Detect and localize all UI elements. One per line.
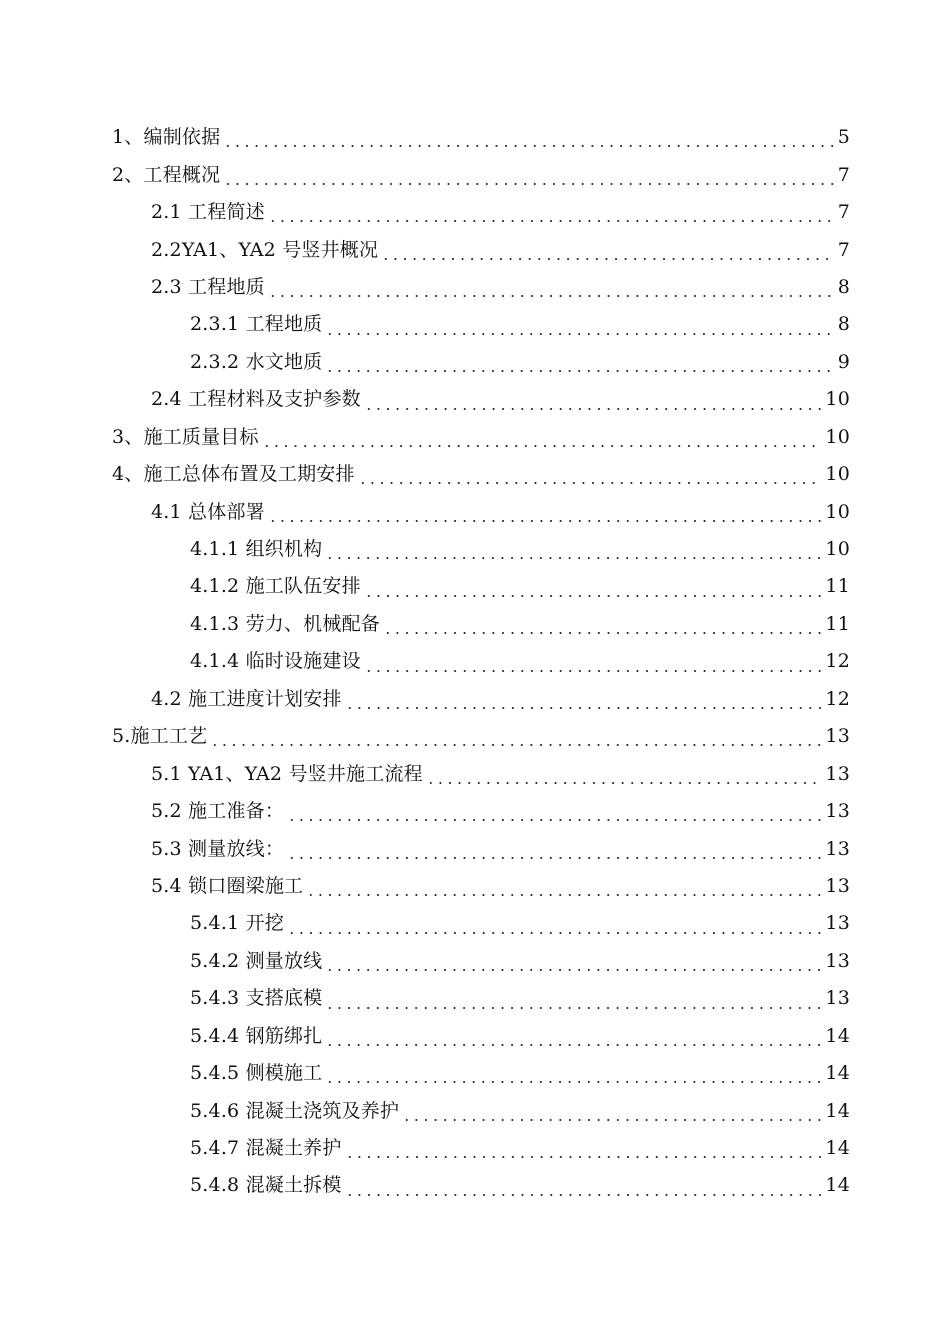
toc-entry[interactable] — [0, 606, 950, 643]
toc-entry-title: 5.4 锁口圈梁施工 — [151, 874, 304, 897]
toc-entry[interactable] — [0, 568, 950, 605]
toc-entry[interactable] — [0, 1092, 950, 1129]
toc-page-number: 7 — [837, 238, 850, 261]
toc-entry-title: 5.4.7 混凝土养护 — [190, 1137, 342, 1160]
toc-dot-leader — [364, 579, 823, 606]
toc-entry-title: 5.4.1 开挖 — [190, 912, 284, 935]
toc-entry-title: 4.1.1 组织机构 — [190, 538, 323, 561]
toc-page-number: 14 — [825, 1062, 850, 1085]
toc-entry[interactable] — [0, 755, 950, 792]
toc-page-number: 11 — [825, 575, 850, 598]
toc-page-number: 9 — [837, 350, 850, 373]
toc-entry-title: 1、编制依据 — [112, 126, 221, 149]
toc-entry-title: 5.施工工艺 — [112, 725, 208, 748]
toc-page-number: 14 — [825, 1099, 850, 1122]
toc-dot-leader — [268, 504, 823, 531]
toc-entry[interactable] — [0, 381, 950, 418]
toc-entry-title: 5.1 YA1、YA2 号竖井施工流程 — [151, 762, 423, 785]
toc-dot-leader — [210, 728, 822, 755]
toc-page-number: 13 — [825, 874, 850, 897]
toc-dot-leader — [381, 242, 834, 269]
toc-entry[interactable] — [0, 905, 950, 942]
toc-entry-title: 2.3.2 水文地质 — [190, 350, 323, 373]
toc-entry[interactable] — [0, 306, 950, 343]
toc-page-number: 12 — [825, 650, 850, 673]
toc-dot-leader — [325, 991, 822, 1018]
toc-entry-title: 5.4.5 侧模施工 — [190, 1062, 323, 1085]
toc-entry-title: 3、施工质量目标 — [112, 425, 259, 448]
toc-entry[interactable] — [0, 156, 950, 193]
toc-entry-title: 2.1 工程简述 — [151, 201, 265, 224]
toc-page-number: 10 — [825, 388, 850, 411]
toc-dot-leader — [306, 878, 822, 905]
toc-dot-leader — [287, 841, 822, 868]
toc-page-number: 13 — [825, 725, 850, 748]
toc-entry-title: 5.4.6 混凝土浇筑及养护 — [190, 1099, 400, 1122]
toc-dot-leader — [223, 129, 834, 156]
toc-entry[interactable] — [0, 344, 950, 381]
toc-page-number: 13 — [825, 987, 850, 1010]
toc-entry[interactable] — [0, 269, 950, 306]
toc-entry-title: 4.1.3 劳力、机械配备 — [190, 612, 380, 635]
toc-entry[interactable] — [0, 681, 950, 718]
toc-page-number: 7 — [837, 163, 850, 186]
toc-entry-title: 2.3 工程地质 — [151, 275, 265, 298]
toc-entry-title: 5.4.2 测量放线 — [190, 949, 323, 972]
toc-entry[interactable] — [0, 194, 950, 231]
toc-dot-leader — [325, 541, 822, 568]
toc-page-number: 10 — [825, 425, 850, 448]
toc-entry-title: 4、施工总体布置及工期安排 — [112, 463, 355, 486]
toc-page-number: 11 — [825, 612, 850, 635]
toc-dot-leader — [325, 953, 822, 980]
toc-entry-title: 2.2YA1、YA2 号竖井概况 — [151, 238, 379, 261]
toc-dot-leader — [325, 1065, 822, 1092]
toc-entry[interactable] — [0, 943, 950, 980]
toc-dot-leader — [325, 354, 834, 381]
toc-entry[interactable] — [0, 456, 950, 493]
toc-page-number: 10 — [825, 500, 850, 523]
toc-dot-leader — [325, 317, 834, 344]
toc-entry[interactable] — [0, 231, 950, 268]
toc-page-number: 14 — [825, 1137, 850, 1160]
toc-page-number: 13 — [825, 837, 850, 860]
toc-page-number: 8 — [837, 313, 850, 336]
toc-page-number: 13 — [825, 912, 850, 935]
toc-entry-title: 2.3.1 工程地质 — [190, 313, 323, 336]
toc-dot-leader — [383, 616, 822, 643]
toc-page-number: 10 — [825, 538, 850, 561]
toc-dot-leader — [262, 429, 823, 456]
toc-dot-leader — [268, 279, 835, 306]
toc-dot-leader — [345, 1140, 823, 1167]
toc-dot-leader — [358, 466, 823, 493]
toc-dot-leader — [287, 916, 822, 943]
toc-entry-title: 5.4.8 混凝土拆模 — [190, 1174, 342, 1197]
toc-entry[interactable] — [0, 980, 950, 1017]
toc-dot-leader — [364, 654, 823, 681]
table-of-contents — [0, 119, 950, 1205]
toc-dot-leader — [268, 204, 835, 231]
toc-page-number: 13 — [825, 762, 850, 785]
toc-entry-title: 4.1.2 施工队伍安排 — [190, 575, 361, 598]
toc-entry[interactable] — [0, 419, 950, 456]
toc-dot-leader — [364, 392, 823, 419]
toc-entry[interactable] — [0, 718, 950, 755]
toc-entry[interactable] — [0, 119, 950, 156]
toc-page-number: 5 — [837, 126, 850, 149]
toc-entry[interactable] — [0, 868, 950, 905]
toc-dot-leader — [287, 803, 822, 830]
toc-dot-leader — [402, 1103, 822, 1130]
toc-entry-title: 4.1.4 临时设施建设 — [190, 650, 361, 673]
toc-entry-title: 2.4 工程材料及支护参数 — [151, 388, 361, 411]
toc-page-number: 10 — [825, 463, 850, 486]
toc-entry-title: 5.4.4 钢筋绑扎 — [190, 1024, 323, 1047]
toc-entry[interactable] — [0, 643, 950, 680]
toc-page-number: 14 — [825, 1174, 850, 1197]
toc-entry[interactable] — [0, 793, 950, 830]
toc-entry-title: 5.4.3 支搭底模 — [190, 987, 323, 1010]
toc-dot-leader — [223, 167, 834, 194]
toc-entry-title: 5.2 施工准备： — [151, 800, 285, 823]
toc-page-number: 13 — [825, 949, 850, 972]
toc-page-number: 8 — [837, 275, 850, 298]
toc-entry-title: 5.3 测量放线： — [151, 837, 285, 860]
toc-page-number: 12 — [825, 687, 850, 710]
toc-entry[interactable] — [0, 493, 950, 530]
toc-entry[interactable] — [0, 830, 950, 867]
toc-dot-leader — [325, 1028, 822, 1055]
toc-entry[interactable] — [0, 531, 950, 568]
toc-entry-title: 2、工程概况 — [112, 163, 221, 186]
toc-entry[interactable] — [0, 1130, 950, 1167]
toc-dot-leader — [426, 766, 823, 793]
toc-page-number: 14 — [825, 1024, 850, 1047]
toc-entry[interactable] — [0, 1018, 950, 1055]
toc-page-number: 13 — [825, 800, 850, 823]
toc-page-number: 7 — [837, 201, 850, 224]
toc-entry[interactable] — [0, 1055, 950, 1092]
toc-entry-title: 4.2 施工进度计划安排 — [151, 687, 342, 710]
toc-entry[interactable] — [0, 1167, 950, 1204]
toc-entry-title: 4.1 总体部署 — [151, 500, 265, 523]
toc-dot-leader — [345, 691, 823, 718]
toc-dot-leader — [345, 1178, 823, 1205]
